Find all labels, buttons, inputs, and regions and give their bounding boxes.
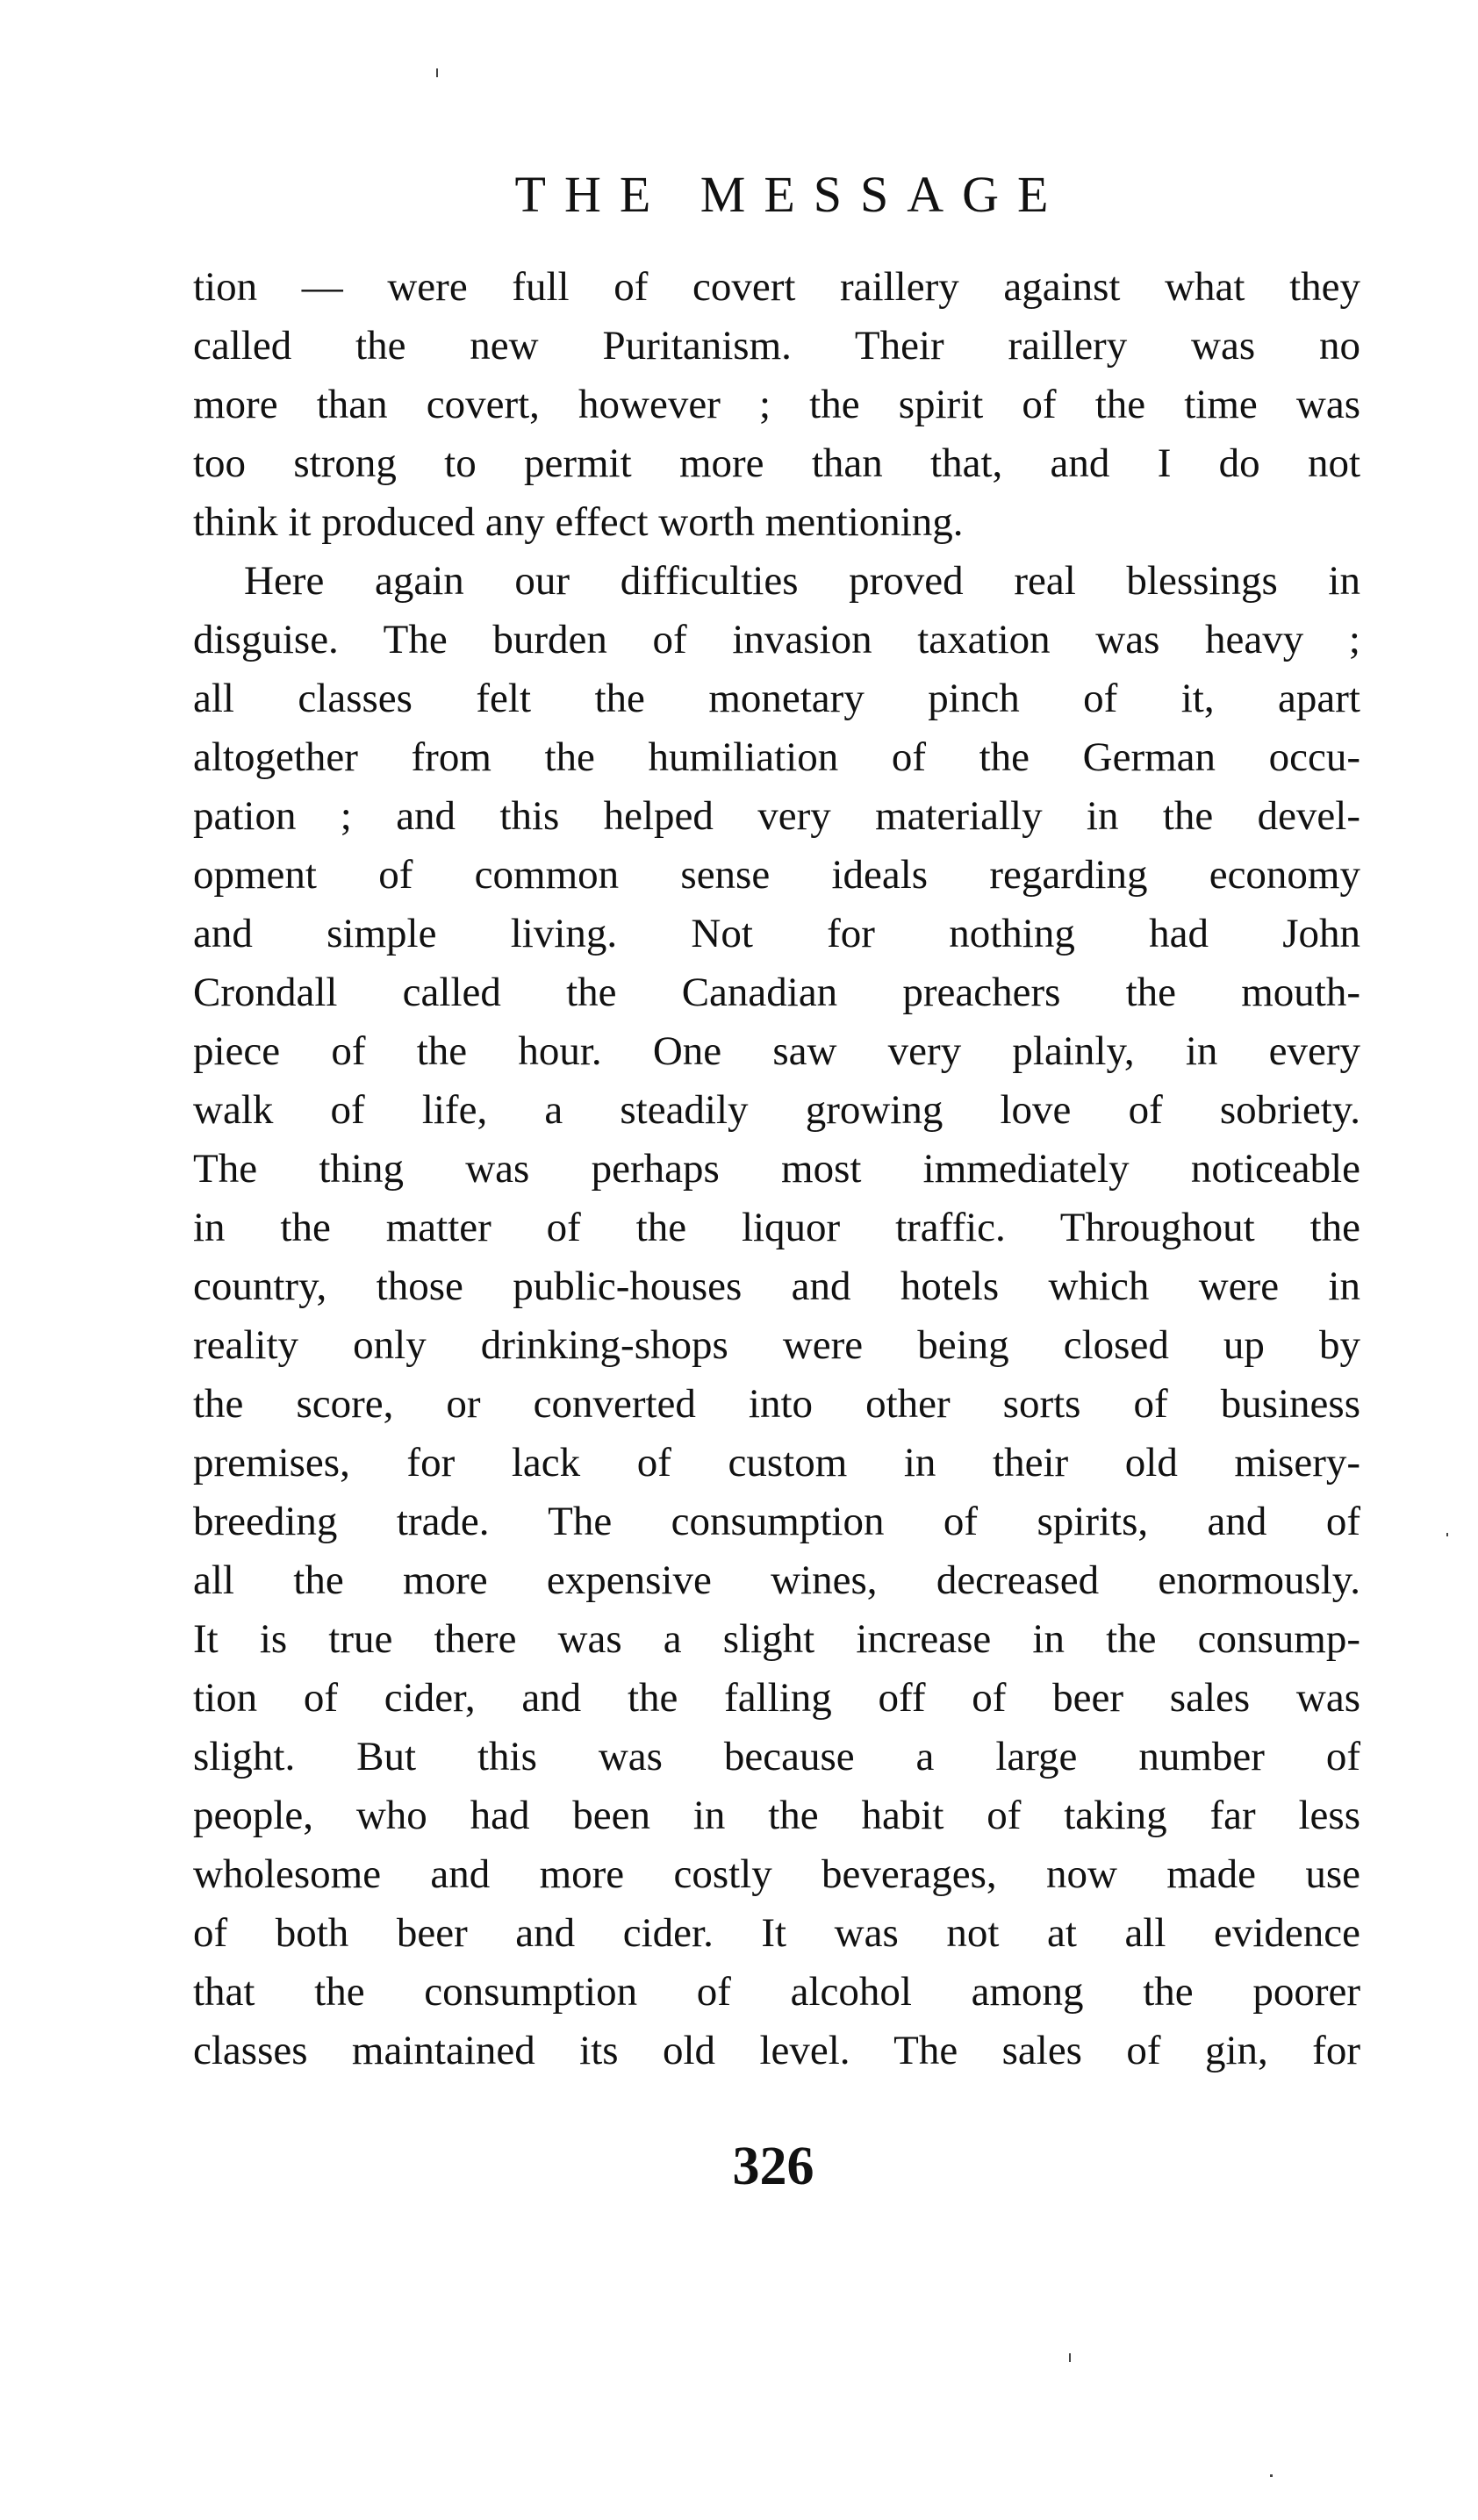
text-line: pation ; and this helped very materially in the devel- <box>193 793 1360 839</box>
text-line: classes maintained its old level. The sales of gin, for <box>193 2028 1360 2073</box>
text-line: altogether from the humiliation of the German occu- <box>193 734 1360 780</box>
body-text <box>193 258 1360 2080</box>
scan-speck <box>1446 1533 1448 1536</box>
scan-speck <box>436 68 438 77</box>
text-line: too strong to permit more than that, and I do not <box>193 440 1360 486</box>
text-line: opment of common sense ideals regarding economy <box>193 852 1360 898</box>
text-line: disguise. The burden of invasion taxation was heavy ; <box>193 617 1360 662</box>
text-line: wholesome and more costly beverages, now made use <box>193 1851 1360 1897</box>
text-line: in the matter of the liquor traffic. Throughout the <box>193 1205 1360 1250</box>
page-number: 326 <box>732 2137 814 2196</box>
text-line: think it produced any effect worth mentioning. <box>193 499 964 545</box>
text-line: tion — were full of covert raillery against what they <box>193 264 1360 310</box>
text-line: premises, for lack of custom in their old misery- <box>193 1440 1360 1486</box>
text-line: The thing was perhaps most immediately noticeable <box>193 1146 1360 1192</box>
text-line: more than covert, however ; the spirit of the time was <box>193 382 1360 427</box>
text-line: tion of cider, and the falling off of beer sales was <box>193 1675 1360 1721</box>
text-line: all the more expensive wines, decreased enormously. <box>193 1557 1360 1603</box>
text-line: and simple living. Not for nothing had John <box>193 911 1360 956</box>
text-line: It is true there was a slight increase in the consump- <box>193 1616 1360 1662</box>
text-line: the score, or converted into other sorts of business <box>193 1381 1360 1427</box>
paragraph-start-line: Here again our difficulties proved real blessings in <box>244 558 1360 604</box>
text-line: called the new Puritanism. Their raillery was no <box>193 323 1360 369</box>
text-line: piece of the hour. One saw very plainly, in every <box>193 1028 1360 1074</box>
text-line: that the consumption of alcohol among the poorer <box>193 1969 1360 2015</box>
text-line: walk of life, a steadily growing love of sobriety. <box>193 1087 1360 1133</box>
text-line: all classes felt the monetary pinch of it, apart <box>193 676 1360 721</box>
text-line: people, who had been in the habit of taking far less <box>193 1793 1360 1838</box>
running-head: THE MESSAGE <box>514 166 1067 223</box>
text-line: breeding trade. The consumption of spirits, and of <box>193 1499 1360 1544</box>
text-line: country, those public-houses and hotels which were in <box>193 1264 1360 1309</box>
text-line: reality only drinking-shops were being closed up by <box>193 1322 1360 1368</box>
scan-speck <box>1069 2353 1071 2362</box>
text-line: Crondall called the Canadian preachers the mouth- <box>193 970 1360 1015</box>
scan-speck <box>1270 2474 1273 2477</box>
text-line: slight. But this was because a large number of <box>193 1734 1360 1779</box>
text-line: of both beer and cider. It was not at all evidence <box>193 1910 1360 1956</box>
